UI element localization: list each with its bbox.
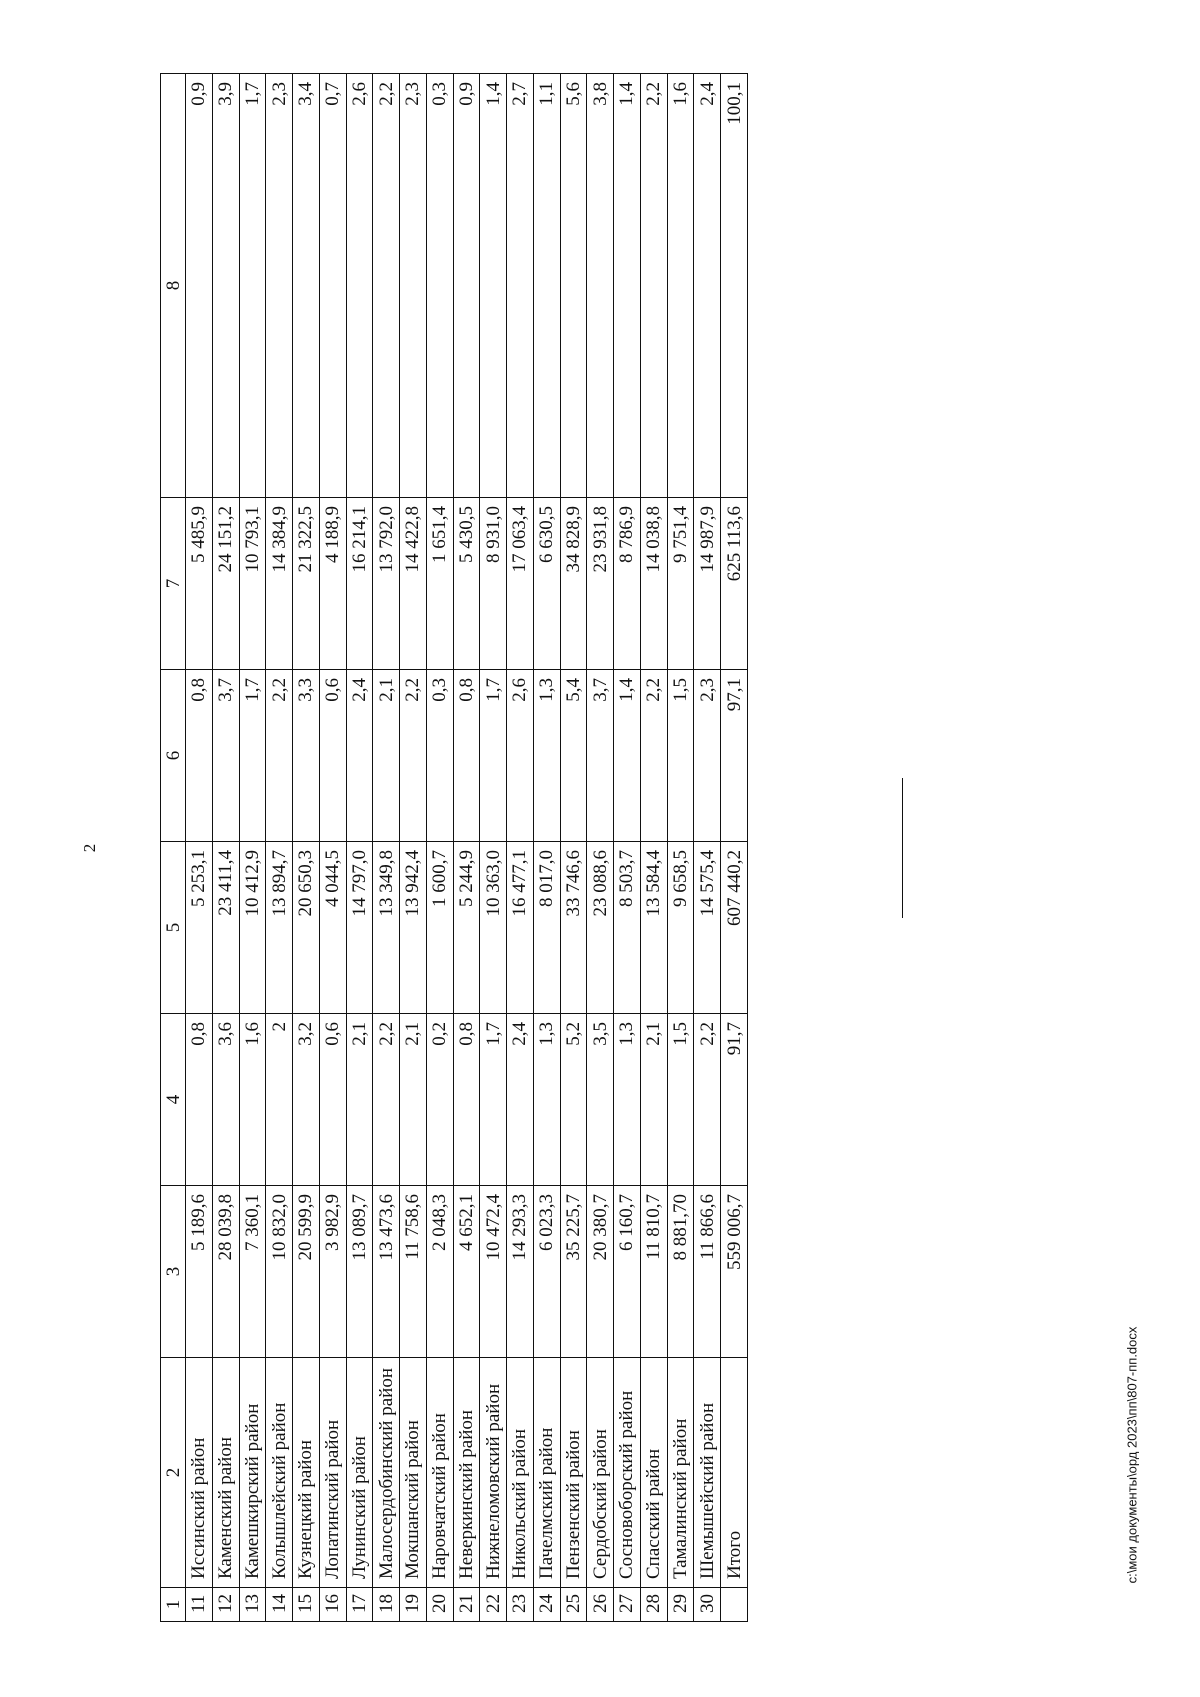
value-cell: 2,4 xyxy=(507,1014,534,1186)
table-row xyxy=(453,74,480,1622)
value-cell: 2,6 xyxy=(507,670,534,842)
district-name-cell: Наровчатский район xyxy=(426,1358,453,1588)
table-row xyxy=(373,74,400,1622)
value-cell: 24 151,2 xyxy=(212,498,239,670)
table-row xyxy=(346,74,373,1622)
value-cell: 1,3 xyxy=(533,1014,560,1186)
value-cell: 1,7 xyxy=(239,670,266,842)
value-cell: 5 244,9 xyxy=(453,842,480,1014)
footer-file-path: c:\мои документы\орд 2023\пп\807-пп.docx xyxy=(1124,1326,1140,1584)
value-cell: 7 360,1 xyxy=(239,1186,266,1358)
value-cell: 13 894,7 xyxy=(266,842,293,1014)
value-cell: 0,8 xyxy=(186,1014,213,1186)
table-row xyxy=(587,74,614,1622)
value-cell: 10 412,9 xyxy=(239,842,266,1014)
value-cell: 2,2 xyxy=(400,670,427,842)
row-number-cell: 13 xyxy=(239,1588,266,1622)
value-cell: 0,9 xyxy=(453,74,480,498)
value-cell: 10 832,0 xyxy=(266,1186,293,1358)
table-row xyxy=(400,74,427,1622)
row-number-cell: 18 xyxy=(373,1588,400,1622)
value-cell: 16 477,1 xyxy=(507,842,534,1014)
value-cell: 2,2 xyxy=(694,1014,721,1186)
value-cell: 14 293,3 xyxy=(507,1186,534,1358)
value-cell: 1,5 xyxy=(667,1014,694,1186)
value-cell: 3,8 xyxy=(587,74,614,498)
value-cell: 1,1 xyxy=(533,74,560,498)
value-cell: 0,8 xyxy=(453,670,480,842)
value-cell: 16 214,1 xyxy=(346,498,373,670)
value-cell: 13 473,6 xyxy=(373,1186,400,1358)
value-cell: 2,3 xyxy=(266,74,293,498)
district-name-cell: Никольский район xyxy=(507,1358,534,1588)
value-cell: 0,8 xyxy=(186,670,213,842)
value-cell: 2,1 xyxy=(400,1014,427,1186)
value-cell: 2,2 xyxy=(640,670,667,842)
district-name-cell: Кузнецкий район xyxy=(293,1358,320,1588)
district-name-cell: Мокшанский район xyxy=(400,1358,427,1588)
table-row xyxy=(533,74,560,1622)
value-cell: 13 942,4 xyxy=(400,842,427,1014)
table-row xyxy=(186,74,213,1622)
column-header-7: 7 xyxy=(161,498,186,670)
value-cell: 1,4 xyxy=(480,74,507,498)
value-cell: 13 584,4 xyxy=(640,842,667,1014)
value-cell: 11 758,6 xyxy=(400,1186,427,1358)
district-name-cell: Итого xyxy=(721,1358,748,1588)
value-cell: 11 810,7 xyxy=(640,1186,667,1358)
value-cell: 9 658,5 xyxy=(667,842,694,1014)
value-cell: 4 188,9 xyxy=(319,498,346,670)
value-cell: 100,1 xyxy=(721,74,748,498)
value-cell: 4 044,5 xyxy=(319,842,346,1014)
value-cell: 34 828,9 xyxy=(560,498,587,670)
column-header-5: 5 xyxy=(161,842,186,1014)
value-cell: 33 746,6 xyxy=(560,842,587,1014)
value-cell: 2,4 xyxy=(346,670,373,842)
value-cell: 6 023,3 xyxy=(533,1186,560,1358)
value-cell: 6 630,5 xyxy=(533,498,560,670)
table-row xyxy=(480,74,507,1622)
row-number-cell: 21 xyxy=(453,1588,480,1622)
row-number-cell: 12 xyxy=(212,1588,239,1622)
row-number-cell: 19 xyxy=(400,1588,427,1622)
value-cell: 1,7 xyxy=(480,670,507,842)
value-cell: 21 322,5 xyxy=(293,498,320,670)
value-cell: 20 650,3 xyxy=(293,842,320,1014)
district-name-cell: Нижнеломовский район xyxy=(480,1358,507,1588)
table-row xyxy=(507,74,534,1622)
value-cell: 0,6 xyxy=(319,1014,346,1186)
table-header-row xyxy=(161,74,186,1622)
table-total-row xyxy=(721,74,748,1622)
table-row xyxy=(212,74,239,1622)
row-number-cell: 28 xyxy=(640,1588,667,1622)
value-cell: 2,3 xyxy=(400,74,427,498)
value-cell: 5,2 xyxy=(560,1014,587,1186)
value-cell: 5,4 xyxy=(560,670,587,842)
row-number-cell: 26 xyxy=(587,1588,614,1622)
column-header-8: 8 xyxy=(161,74,186,498)
value-cell: 4 652,1 xyxy=(453,1186,480,1358)
value-cell: 97,1 xyxy=(721,670,748,842)
value-cell: 2,2 xyxy=(373,1014,400,1186)
value-cell: 2,1 xyxy=(373,670,400,842)
district-name-cell: Спасский район xyxy=(640,1358,667,1588)
column-header-6: 6 xyxy=(161,670,186,842)
value-cell: 1,7 xyxy=(239,74,266,498)
district-name-cell: Камешкирский район xyxy=(239,1358,266,1588)
column-header-1: 1 xyxy=(161,1588,186,1622)
value-cell: 10 793,1 xyxy=(239,498,266,670)
value-cell: 5,6 xyxy=(560,74,587,498)
value-cell: 23 411,4 xyxy=(212,842,239,1014)
value-cell: 2,2 xyxy=(266,670,293,842)
value-cell: 625 113,6 xyxy=(721,498,748,670)
value-cell: 1,7 xyxy=(480,1014,507,1186)
value-cell: 13 349,8 xyxy=(373,842,400,1014)
value-cell: 8 931,0 xyxy=(480,498,507,670)
table-row xyxy=(560,74,587,1622)
row-number-cell: 27 xyxy=(614,1588,641,1622)
value-cell: 3,9 xyxy=(212,74,239,498)
value-cell: 0,8 xyxy=(453,1014,480,1186)
table-row xyxy=(614,74,641,1622)
district-name-cell: Пензенский район xyxy=(560,1358,587,1588)
value-cell: 3,3 xyxy=(293,670,320,842)
value-cell: 14 038,8 xyxy=(640,498,667,670)
value-cell: 1 651,4 xyxy=(426,498,453,670)
value-cell: 1,3 xyxy=(614,1014,641,1186)
value-cell: 2,4 xyxy=(694,74,721,498)
row-number-cell: 11 xyxy=(186,1588,213,1622)
value-cell: 10 472,4 xyxy=(480,1186,507,1358)
table-row xyxy=(266,74,293,1622)
data-table xyxy=(160,73,748,1622)
value-cell: 28 039,8 xyxy=(212,1186,239,1358)
value-cell: 1,4 xyxy=(614,670,641,842)
value-cell: 0,6 xyxy=(319,670,346,842)
value-cell: 5 189,6 xyxy=(186,1186,213,1358)
table-row xyxy=(640,74,667,1622)
district-name-cell: Сосновоборский район xyxy=(614,1358,641,1588)
value-cell: 8 786,9 xyxy=(614,498,641,670)
value-cell: 9 751,4 xyxy=(667,498,694,670)
value-cell: 10 363,0 xyxy=(480,842,507,1014)
district-name-cell: Лопатинский район xyxy=(319,1358,346,1588)
value-cell: 0,2 xyxy=(426,1014,453,1186)
value-cell: 607 440,2 xyxy=(721,842,748,1014)
value-cell: 1,3 xyxy=(533,670,560,842)
value-cell: 5 253,1 xyxy=(186,842,213,1014)
table-body xyxy=(186,74,748,1622)
row-number-cell: 24 xyxy=(533,1588,560,1622)
value-cell: 14 987,9 xyxy=(694,498,721,670)
value-cell: 2,3 xyxy=(694,670,721,842)
value-cell: 3,7 xyxy=(587,670,614,842)
value-cell: 3,4 xyxy=(293,74,320,498)
value-cell: 2,1 xyxy=(346,1014,373,1186)
table-row xyxy=(667,74,694,1622)
value-cell: 1,4 xyxy=(614,74,641,498)
row-number-cell: 30 xyxy=(694,1588,721,1622)
row-number-cell: 25 xyxy=(560,1588,587,1622)
value-cell: 0,9 xyxy=(186,74,213,498)
value-cell: 11 866,6 xyxy=(694,1186,721,1358)
row-number-cell: 29 xyxy=(667,1588,694,1622)
value-cell: 2,1 xyxy=(640,1014,667,1186)
table-row xyxy=(319,74,346,1622)
table-row xyxy=(293,74,320,1622)
value-cell: 91,7 xyxy=(721,1014,748,1186)
value-cell: 5 430,5 xyxy=(453,498,480,670)
value-cell: 35 225,7 xyxy=(560,1186,587,1358)
value-cell: 3,5 xyxy=(587,1014,614,1186)
row-number-cell: 15 xyxy=(293,1588,320,1622)
district-name-cell: Колышлейский район xyxy=(266,1358,293,1588)
district-name-cell: Иссинский район xyxy=(186,1358,213,1588)
value-cell: 14 384,9 xyxy=(266,498,293,670)
value-cell: 13 792,0 xyxy=(373,498,400,670)
value-cell: 2 xyxy=(266,1014,293,1186)
district-name-cell: Пачелмский район xyxy=(533,1358,560,1588)
value-cell: 0,7 xyxy=(319,74,346,498)
value-cell: 20 380,7 xyxy=(587,1186,614,1358)
value-cell: 14 575,4 xyxy=(694,842,721,1014)
value-cell: 559 006,7 xyxy=(721,1186,748,1358)
value-cell: 2,7 xyxy=(507,74,534,498)
table-row xyxy=(426,74,453,1622)
row-number-cell: 17 xyxy=(346,1588,373,1622)
district-name-cell: Шемышейский район xyxy=(694,1358,721,1588)
row-number-cell: 23 xyxy=(507,1588,534,1622)
row-number-cell: 14 xyxy=(266,1588,293,1622)
value-cell: 17 063,4 xyxy=(507,498,534,670)
row-number-cell: 20 xyxy=(426,1588,453,1622)
value-cell: 0,3 xyxy=(426,74,453,498)
value-cell: 6 160,7 xyxy=(614,1186,641,1358)
page-number: 2 xyxy=(80,843,99,853)
value-cell: 14 797,0 xyxy=(346,842,373,1014)
district-name-cell: Сердобский район xyxy=(587,1358,614,1588)
value-cell: 8 503,7 xyxy=(614,842,641,1014)
value-cell: 1,5 xyxy=(667,670,694,842)
value-cell: 1,6 xyxy=(239,1014,266,1186)
value-cell: 5 485,9 xyxy=(186,498,213,670)
value-cell: 8 017,0 xyxy=(533,842,560,1014)
table-row xyxy=(694,74,721,1622)
value-cell: 2 048,3 xyxy=(426,1186,453,1358)
row-number-cell: 22 xyxy=(480,1588,507,1622)
value-cell: 0,3 xyxy=(426,670,453,842)
value-cell: 3,2 xyxy=(293,1014,320,1186)
value-cell: 13 089,7 xyxy=(346,1186,373,1358)
value-cell: 8 881,70 xyxy=(667,1186,694,1358)
value-cell: 3 982,9 xyxy=(319,1186,346,1358)
value-cell: 2,2 xyxy=(373,74,400,498)
value-cell: 1 600,7 xyxy=(426,842,453,1014)
value-cell: 20 599,9 xyxy=(293,1186,320,1358)
district-name-cell: Неверкинский район xyxy=(453,1358,480,1588)
value-cell: 1,6 xyxy=(667,74,694,498)
column-header-3: 3 xyxy=(161,1186,186,1358)
value-cell: 23 088,6 xyxy=(587,842,614,1014)
column-header-2: 2 xyxy=(161,1358,186,1588)
value-cell: 23 931,8 xyxy=(587,498,614,670)
signature-separator-line xyxy=(902,778,903,918)
row-number-cell xyxy=(721,1588,748,1622)
value-cell: 3,6 xyxy=(212,1014,239,1186)
value-cell: 3,7 xyxy=(212,670,239,842)
row-number-cell: 16 xyxy=(319,1588,346,1622)
district-name-cell: Малосердобинский район xyxy=(373,1358,400,1588)
value-cell: 2,6 xyxy=(346,74,373,498)
district-name-cell: Каменский район xyxy=(212,1358,239,1588)
table-row xyxy=(239,74,266,1622)
column-header-4: 4 xyxy=(161,1014,186,1186)
value-cell: 14 422,8 xyxy=(400,498,427,670)
value-cell: 2,2 xyxy=(640,74,667,498)
district-name-cell: Тамалинский район xyxy=(667,1358,694,1588)
table-wrapper xyxy=(160,74,748,1622)
district-name-cell: Лунинский район xyxy=(346,1358,373,1588)
